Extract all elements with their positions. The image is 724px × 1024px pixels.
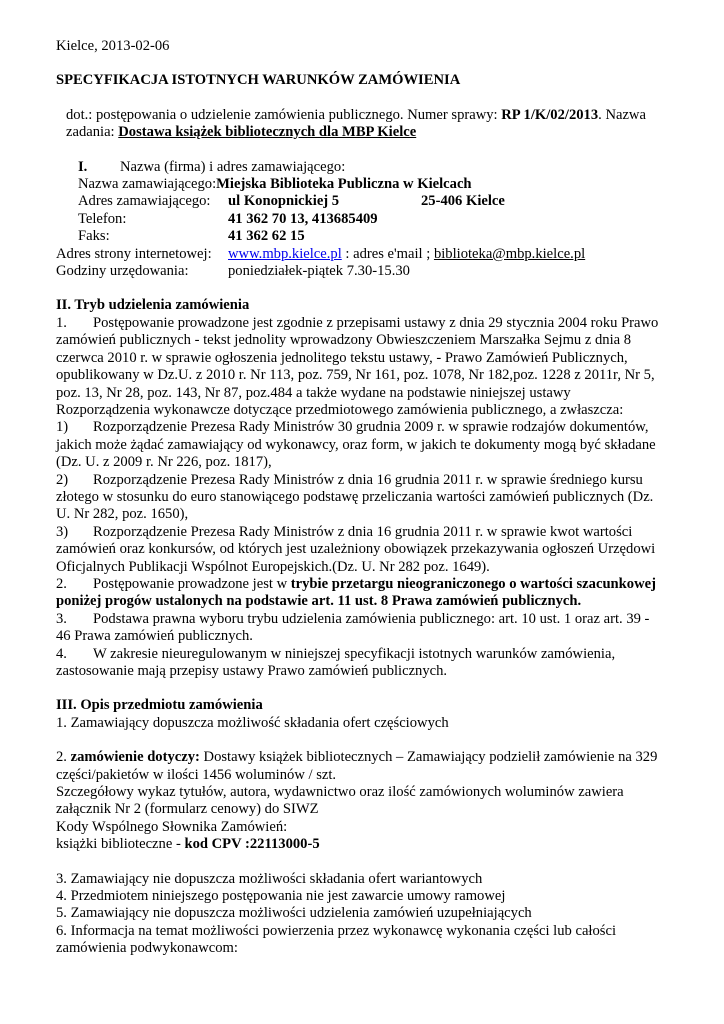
section-3-item-2-detail: Szczegółowy wykaz tytułów, autora, wydawnictwo oraz ilość zamówionych woluminów zawiera załącznik Nr 2 (formularz cenowy) do SIWZ [56,784,624,818]
section-1-contact: I. Nazwa (firma) i adres zamawiającego: Nazwa zamawiającego: Miejska Biblioteka Publiczna w Kielcach Adres zamawiającego: ul Konopnickiej 5 25-406 Kielce Telefon: 41 362 70 13, 413685409 Faks: 41 362 62 15 Adres strony internetowej: www.mbp.kielce.pl : adres e'mail ; biblioteka@mbp.kielce.pl Godziny urzędowania: poniedziałek-piątek 7.30-15.30 [56,158,586,280]
section-3-item-5: 5. Zamawiający nie dopuszcza możliwości udzielenia zamówień uzupełniających [56,905,532,922]
section-2-item-1: 1. Postępowanie prowadzone jest zgodnie z przepisami ustawy z dnia 29 stycznia 2004 roku Prawo zamówień publicznych - tekst jednolity wprowadzony Obwieszczeniem Marszałka Sejmu z dnia 8 czerwca 2010 r. w sprawie ogłoszenia jednolitego tekstu ustawy, - Prawo Zamówień Publicznych, opublikowany w Dz.U. z 2010 r. Nr 113, poz. 759, Nr 161, poz. 1078, Nr 182,poz. 1228 z 2011r, Nr 5, poz. 13, Nr 28, poz. 143, Nr 87, poz.484 a także wydane na podstawie niniejszej ustawy Rozporządzenia wykonawcze dotyczące przedmiotowego zamówienia publicznego, a zwłaszcza: [56,314,659,418]
section-3-item-3: 3. Zamawiający nie dopuszcza możliwości składania ofert wariantowych [56,870,483,887]
address-street: ul Konopnickiej 5 [228,193,340,210]
contracting-authority-name: Miejska Biblioteka Publiczna w Kielcach [216,176,472,193]
regulation-3: 3) Rozporządzenie Prezesa Rady Ministrów z dnia 16 grudnia 2011 r. w sprawie kwot wartości zamówień oraz konkursów, od których jest uzależniony obowiązek przekazywania ogłoszeń Urzędowi Oficjalnych Publikacji Wspólnot Europejskich.(Dz. U. Nr 282 poz. 1649). [56,523,656,575]
document-date: Kielce, 2013-02-06 [56,38,170,54]
cpv-label: Kody Wspólnego Słownika Zamówień: [56,818,288,835]
case-number: RP 1/K/02/2013 [501,106,599,123]
task-name: Dostawa książek bibliotecznych dla MBP Kielce [118,124,417,141]
section-3-item-6: 6. Informacja na temat możliwości powierzenia przez wykonawcę wykonania części lub całości zamówienia podwykonawcom: [56,922,616,957]
section-1-number: I. [78,158,88,175]
section-1-heading: Nazwa (firma) i adres zamawiającego: [120,158,346,175]
website-link[interactable]: www.mbp.kielce.pl [228,245,342,262]
case-info: dot.: postępowania o udzielenie zamówienia publicznego. Numer sprawy: RP 1/K/02/2013. Nazwa zadania: Dostawa książek bibliotecznych dla MBP Kielce [66,106,646,141]
section-2-item-3: 3. Podstawa prawna wyboru trybu udzielenia zamówienia publicznego: art. 10 ust. 1 oraz art. 39 - 46 Prawa zamówień publicznych. [56,610,650,645]
fax-value: 41 362 62 15 [228,228,305,245]
document-page [56,38,666,958]
section-3-item-2: 2. zamówienie dotyczy: Dostawy książek bibliotecznych – Zamawiający podzielił zamówienie na 329 części/pakietów w ilości 1456 woluminów / szt. [56,749,658,783]
regulation-2: 2) Rozporządzenie Prezesa Rady Ministrów z dnia 16 grudnia 2011 r. w sprawie średniego kursu złotego w stosunku do euro stanowiącego podstawę przeliczania wartości zamówień publicznych (Dz. U. Nr 282, poz. 1650), [56,471,654,523]
office-hours: poniedziałek-piątek 7.30-15.30 [228,263,410,280]
regulation-1: 1) Rozporządzenie Prezesa Rady Ministrów 30 grudnia 2009 r. w sprawie rodzajów dokumentów, jakich może żądać zamawiający od wykonawcy, oraz form, w jakich te dokumenty mogą być składane (Dz. U. z 2009 r. Nr 226, poz. 1817), [56,419,656,471]
section-3-item-1: 1. Zamawiający dopuszcza możliwość składania ofert częściowych [56,714,449,731]
cpv-code: kod CPV :22113000-5 [184,836,320,853]
email-link[interactable]: biblioteka@mbp.kielce.pl [433,245,586,262]
cpv-line: książki biblioteczne - kod CPV :22113000-5 [56,836,320,853]
phone-value: 41 362 70 13, 413685409 [228,210,378,227]
document-title: SPECYFIKACJA ISTOTNYCH WARUNKÓW ZAMÓWIENIA [56,72,461,89]
section-2-item-4: 4. W zakresie nieuregulowanym w niniejszej specyfikacji istotnych warunków zamówienia, zastosowanie mają przepisy ustawy Prawo zamówień publicznych. [56,645,616,679]
address-city: 25-406 Kielce [421,193,505,210]
section-2-heading: II. Tryb udzielenia zamówienia [56,297,250,314]
section-2-item-2: 2. Postępowanie prowadzone jest w trybie przetargu nieograniczonego o wartości szacunkowej poniżej progów ustalonych na podstawie art. 11 ust. 8 Prawa zamówień publicznych. [56,575,656,610]
section-3-item-4: 4. Przedmiotem niniejszego postępowania nie jest zawarcie umowy ramowej [56,888,506,905]
section-3-heading: III. Opis przedmiotu zamówienia [56,697,263,714]
